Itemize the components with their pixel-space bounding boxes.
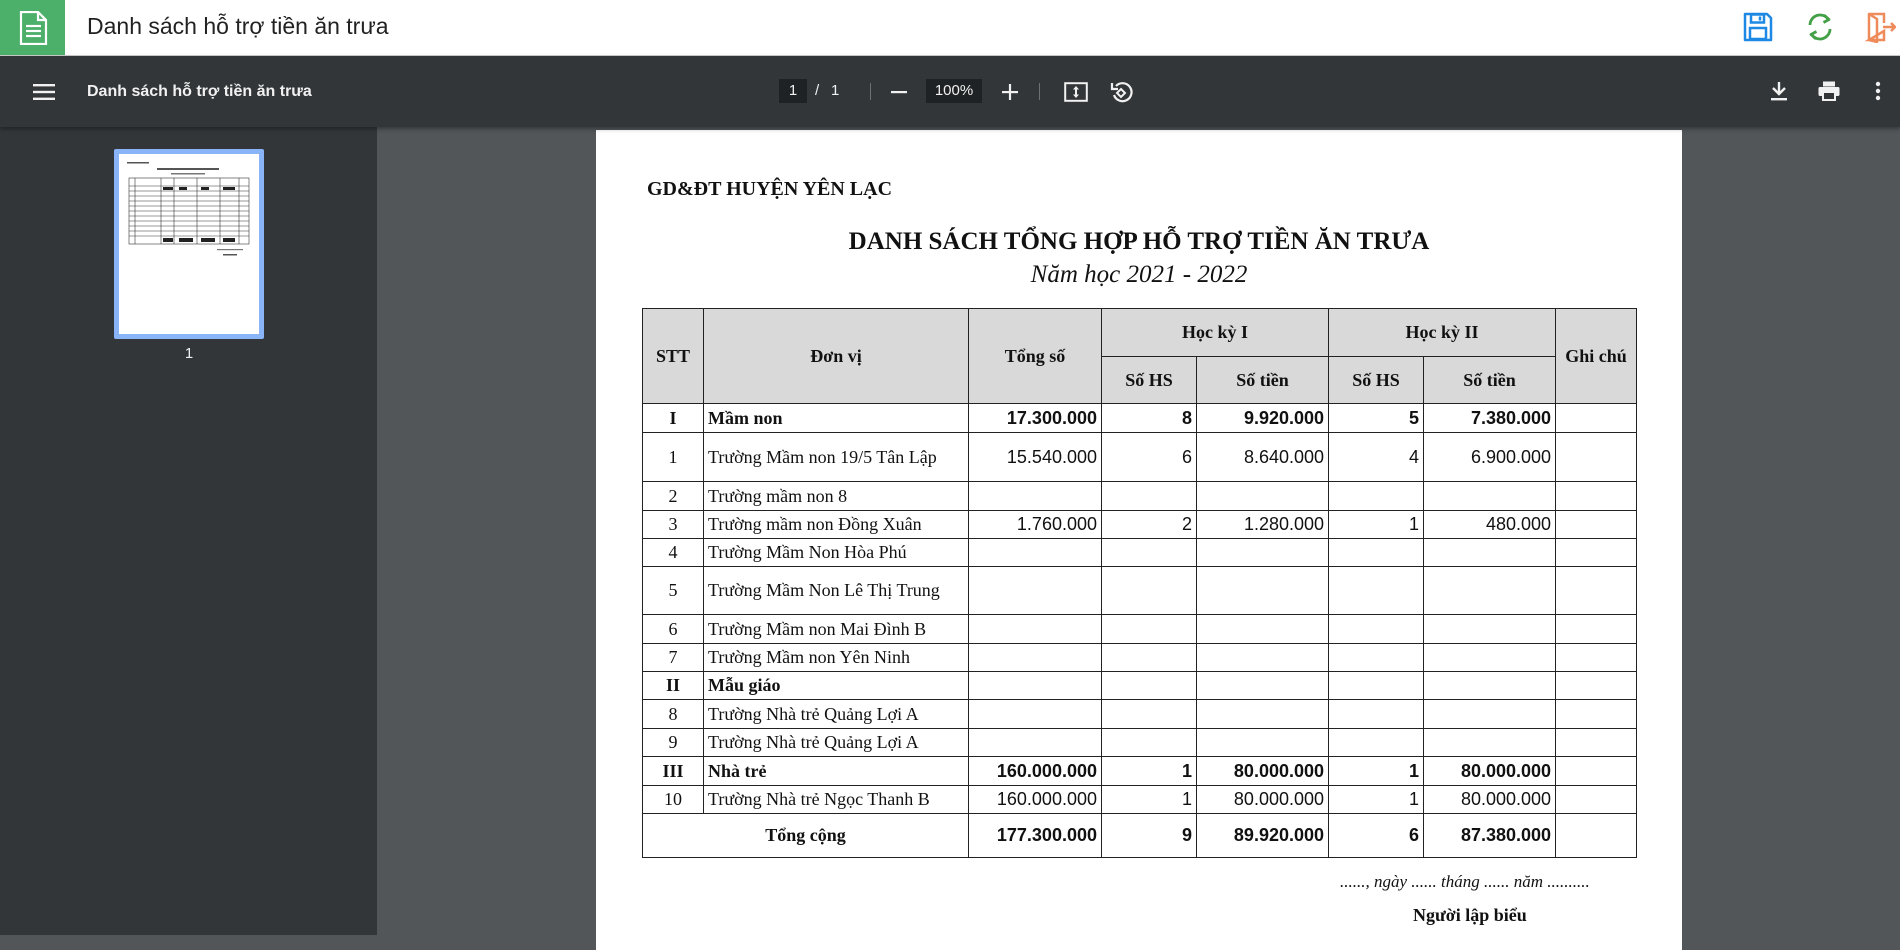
- cell-amount-term-2: [1424, 615, 1556, 644]
- cell-unit: Trường Mầm Non Lê Thị Trung: [704, 567, 969, 615]
- cell-note: [1556, 433, 1637, 482]
- header-stt: STT: [643, 309, 704, 404]
- cell-stt: I: [643, 404, 704, 433]
- download-button[interactable]: [1764, 76, 1794, 106]
- toolbar-divider: [1039, 83, 1040, 100]
- page-thumbnail[interactable]: [114, 149, 264, 339]
- cell-total: [969, 729, 1102, 757]
- cell-stt: 5: [643, 567, 704, 615]
- menu-button[interactable]: [28, 78, 60, 106]
- rotate-button[interactable]: [1106, 77, 1136, 107]
- cell-amount-term-1: [1197, 700, 1329, 729]
- cell-students-term-1: [1102, 567, 1197, 615]
- cell-stt: 7: [643, 644, 704, 672]
- cell-amount-term-2: [1424, 482, 1556, 511]
- grand-amount-term-1: 89.920.000: [1197, 814, 1329, 858]
- cell-amount-term-1: 8.640.000: [1197, 433, 1329, 482]
- zoom-level-input[interactable]: 100%: [926, 79, 982, 103]
- cell-students-term-2: [1329, 567, 1424, 615]
- document-subtitle: Năm học 2021 - 2022: [1030, 261, 1248, 288]
- total-label: Tổng cộng: [643, 814, 969, 858]
- cell-note: [1556, 644, 1637, 672]
- cell-students-term-1: [1102, 729, 1197, 757]
- signature-date-line: ......, ngày ...... tháng ...... năm ..........: [1340, 872, 1590, 891]
- table-row: [643, 482, 1637, 511]
- cell-amount-term-2: [1424, 539, 1556, 567]
- document-name: Danh sách hỗ trợ tiền ăn trưa: [87, 83, 312, 100]
- header-term-2: Học kỳ II: [1329, 309, 1556, 357]
- grand-amount-term-2: 87.380.000: [1424, 814, 1556, 858]
- cell-unit: Trường mầm non Đồng Xuân: [704, 511, 969, 539]
- cell-unit: Trường Nhà trẻ Quảng Lợi A: [704, 700, 969, 729]
- cell-students-term-1: [1102, 644, 1197, 672]
- cell-unit: Trường Mầm non 19/5 Tân Lập: [704, 433, 969, 482]
- cell-amount-term-1: [1197, 672, 1329, 700]
- cell-students-term-1: [1102, 672, 1197, 700]
- grand-note: [1556, 814, 1637, 858]
- cell-students-term-1: 1: [1102, 786, 1197, 814]
- cell-total: 160.000.000: [969, 757, 1102, 786]
- cell-students-term-1: [1102, 700, 1197, 729]
- table-row: [643, 511, 1637, 539]
- organization-name: GD&ĐT HUYỆN YÊN LẠC: [647, 178, 893, 200]
- cell-unit: Mầm non: [704, 404, 969, 433]
- table-row: [643, 757, 1637, 786]
- header-term-1: Học kỳ I: [1102, 309, 1329, 357]
- cell-total: 17.300.000: [969, 404, 1102, 433]
- table-row: [643, 729, 1637, 757]
- page-separator: /: [815, 82, 820, 99]
- cell-amount-term-2: [1424, 700, 1556, 729]
- cell-students-term-1: 1: [1102, 757, 1197, 786]
- signer-title: Người lập biểu: [1413, 905, 1527, 925]
- thumbnail-page-number: 1: [184, 345, 194, 362]
- table-row: [643, 567, 1637, 615]
- cell-stt: 4: [643, 539, 704, 567]
- cell-students-term-1: 6: [1102, 433, 1197, 482]
- app-title: Danh sách hỗ trợ tiền ăn trưa: [87, 13, 389, 39]
- table-row: [643, 539, 1637, 567]
- cell-amount-term-1: 80.000.000: [1197, 786, 1329, 814]
- cell-total: 15.540.000: [969, 433, 1102, 482]
- cell-stt: 3: [643, 511, 704, 539]
- cell-students-term-2: 4: [1329, 433, 1424, 482]
- cell-total: 1.760.000: [969, 511, 1102, 539]
- cell-students-term-2: [1329, 615, 1424, 644]
- header-students-term-1: Số HS: [1102, 357, 1197, 404]
- cell-note: [1556, 786, 1637, 814]
- cell-students-term-2: 1: [1329, 757, 1424, 786]
- cell-unit: Trường Mầm non Mai Đình B: [704, 615, 969, 644]
- cell-amount-term-2: 80.000.000: [1424, 757, 1556, 786]
- cell-total: [969, 567, 1102, 615]
- grand-total: 177.300.000: [969, 814, 1102, 858]
- cell-note: [1556, 567, 1637, 615]
- cell-stt: 8: [643, 700, 704, 729]
- cell-amount-term-2: [1424, 672, 1556, 700]
- more-options-button[interactable]: [1866, 76, 1890, 106]
- cell-stt: 2: [643, 482, 704, 511]
- cell-unit: Trường Mầm Non Hòa Phú: [704, 539, 969, 567]
- header-amount-term-1: Số tiền: [1197, 357, 1329, 404]
- cell-amount-term-2: [1424, 729, 1556, 757]
- hamburger-menu-icon: [33, 83, 55, 101]
- pdf-page: [596, 130, 1682, 950]
- cell-total: [969, 700, 1102, 729]
- cell-stt: 1: [643, 433, 704, 482]
- cell-amount-term-2: 480.000: [1424, 511, 1556, 539]
- cell-amount-term-1: [1197, 615, 1329, 644]
- cell-students-term-1: [1102, 482, 1197, 511]
- table-row: [643, 786, 1637, 814]
- cell-amount-term-2: 7.380.000: [1424, 404, 1556, 433]
- cell-students-term-2: [1329, 482, 1424, 511]
- cell-amount-term-2: 80.000.000: [1424, 786, 1556, 814]
- sync-button[interactable]: [1801, 8, 1839, 46]
- header-amount-term-2: Số tiền: [1424, 357, 1556, 404]
- minus-icon: [891, 84, 907, 100]
- sync-icon: [1804, 11, 1836, 43]
- cell-students-term-1: [1102, 615, 1197, 644]
- cell-amount-term-1: [1197, 644, 1329, 672]
- cell-stt: II: [643, 672, 704, 700]
- table-row: [643, 672, 1637, 700]
- plus-icon: [1002, 84, 1018, 100]
- summary-table: [642, 308, 1637, 858]
- cell-note: [1556, 700, 1637, 729]
- cell-total: [969, 482, 1102, 511]
- exit-icon: [1864, 11, 1896, 43]
- cell-note: [1556, 404, 1637, 433]
- app-header: [0, 0, 1900, 56]
- cell-note: [1556, 511, 1637, 539]
- save-icon: [1742, 11, 1774, 43]
- header-note: Ghi chú: [1556, 309, 1637, 404]
- cell-students-term-2: [1329, 729, 1424, 757]
- table-row: [643, 644, 1637, 672]
- save-button[interactable]: [1739, 8, 1777, 46]
- header-unit: Đơn vị: [704, 309, 969, 404]
- total-row: [643, 814, 1637, 858]
- pdf-toolbar: [0, 56, 1900, 127]
- cell-students-term-2: [1329, 700, 1424, 729]
- header-total: Tổng số: [969, 309, 1102, 404]
- cell-amount-term-1: 9.920.000: [1197, 404, 1329, 433]
- cell-stt: 10: [643, 786, 704, 814]
- cell-stt: III: [643, 757, 704, 786]
- cell-students-term-2: 5: [1329, 404, 1424, 433]
- table-row: [643, 700, 1637, 729]
- zoom-in-button[interactable]: [995, 77, 1025, 107]
- cell-unit: Trường Nhà trẻ Quảng Lợi A: [704, 729, 969, 757]
- print-button[interactable]: [1814, 76, 1844, 106]
- cell-unit: Trường Mầm non Yên Ninh: [704, 644, 969, 672]
- cell-students-term-2: [1329, 539, 1424, 567]
- cell-total: 160.000.000: [969, 786, 1102, 814]
- cell-note: [1556, 539, 1637, 567]
- cell-total: [969, 615, 1102, 644]
- cell-note: [1556, 615, 1637, 644]
- more-vert-icon: [1875, 81, 1881, 101]
- cell-students-term-2: 1: [1329, 511, 1424, 539]
- table-row: [643, 404, 1637, 433]
- cell-stt: 6: [643, 615, 704, 644]
- page-number-input[interactable]: 1: [779, 79, 807, 103]
- page-thumbnail-preview: [119, 154, 259, 334]
- table-row: [643, 433, 1637, 482]
- grand-students-term-1: 9: [1102, 814, 1197, 858]
- table-row: [643, 615, 1637, 644]
- cell-amount-term-1: [1197, 567, 1329, 615]
- grand-students-term-2: 6: [1329, 814, 1424, 858]
- cell-total: [969, 644, 1102, 672]
- cell-amount-term-1: [1197, 539, 1329, 567]
- cell-students-term-2: [1329, 644, 1424, 672]
- cell-note: [1556, 729, 1637, 757]
- download-icon: [1770, 81, 1788, 101]
- document-icon: [0, 0, 65, 55]
- print-icon: [1818, 81, 1840, 101]
- cell-total: [969, 539, 1102, 567]
- cell-amount-term-1: 1.280.000: [1197, 511, 1329, 539]
- cell-students-term-2: [1329, 672, 1424, 700]
- fit-page-button[interactable]: [1061, 77, 1091, 107]
- cell-amount-term-1: [1197, 729, 1329, 757]
- cell-unit: Trường mầm non 8: [704, 482, 969, 511]
- exit-button[interactable]: [1862, 8, 1898, 46]
- cell-note: [1556, 672, 1637, 700]
- cell-amount-term-1: 80.000.000: [1197, 757, 1329, 786]
- cell-note: [1556, 757, 1637, 786]
- fit-to-page-icon: [1064, 82, 1088, 102]
- thumbnail-sidebar: [0, 127, 377, 935]
- cell-amount-term-2: [1424, 567, 1556, 615]
- cell-amount-term-2: 6.900.000: [1424, 433, 1556, 482]
- document-title: DANH SÁCH TỔNG HỢP HỖ TRỢ TIỀN ĂN TRƯA: [848, 228, 1430, 255]
- cell-unit: Nhà trẻ: [704, 757, 969, 786]
- cell-stt: 9: [643, 729, 704, 757]
- rotate-icon: [1109, 80, 1133, 104]
- toolbar-divider: [870, 83, 871, 100]
- cell-unit: Mẫu giáo: [704, 672, 969, 700]
- cell-amount-term-1: [1197, 482, 1329, 511]
- page-total: 1: [831, 82, 840, 99]
- cell-students-term-1: [1102, 539, 1197, 567]
- cell-students-term-2: 1: [1329, 786, 1424, 814]
- cell-note: [1556, 482, 1637, 511]
- cell-students-term-1: 8: [1102, 404, 1197, 433]
- cell-amount-term-2: [1424, 644, 1556, 672]
- zoom-out-button[interactable]: [884, 77, 914, 107]
- header-students-term-2: Số HS: [1329, 357, 1424, 404]
- cell-total: [969, 672, 1102, 700]
- cell-students-term-1: 2: [1102, 511, 1197, 539]
- cell-unit: Trường Nhà trẻ Ngọc Thanh B: [704, 786, 969, 814]
